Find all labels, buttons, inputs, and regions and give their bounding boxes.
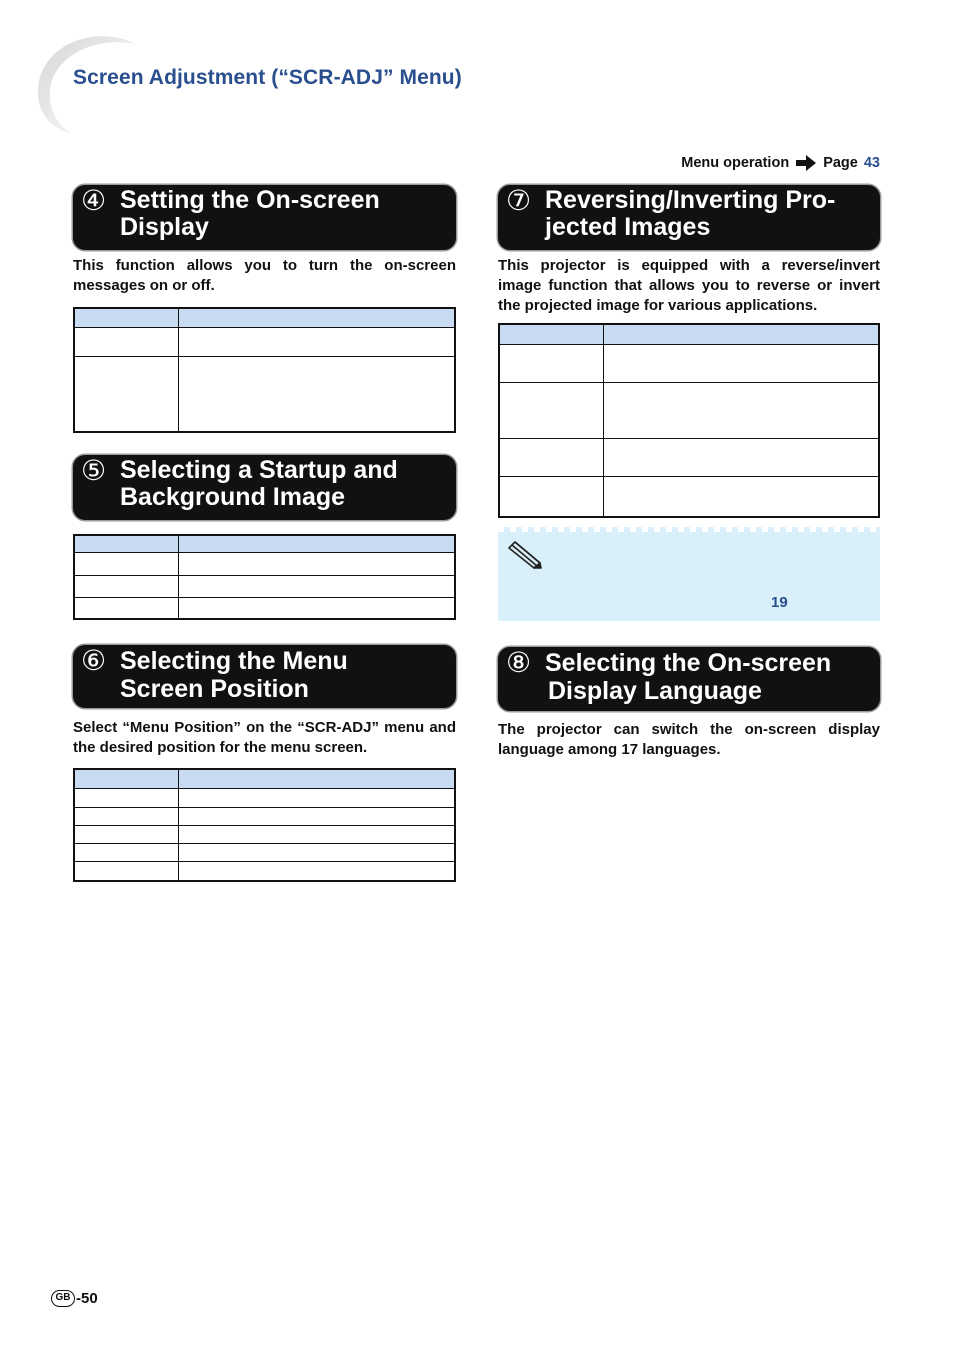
settings-table-menu-position: [73, 768, 456, 882]
section-banner-startup-image: [73, 455, 456, 520]
section-banner-reverse-invert: [498, 185, 880, 250]
section-title: Selecting the On-screen Display Language: [545, 649, 832, 705]
note-box: [498, 527, 880, 621]
section-description: Select “Menu Position” on the “SCR-ADJ” menu and the desired position for the menu screen.: [73, 719, 456, 756]
section-description: This projector is equipped with a reverse/invert image function that allows you to reverse or invert the projected image for various applications.: [498, 257, 880, 314]
section-description: This function allows you to turn the on-screen messages on or off.: [73, 257, 456, 294]
note-page-reference[interactable]: 19: [771, 594, 788, 611]
arrow-right-icon: [795, 155, 817, 171]
page-label: Page: [823, 155, 858, 171]
section-title: Selecting a Startup and Background Image: [120, 456, 398, 511]
page-number: -50: [76, 1290, 98, 1307]
section-title: Setting the On-screen Display: [120, 186, 380, 241]
settings-table-startup-image: [73, 534, 456, 620]
page-title: Screen Adjustment (“SCR-ADJ” Menu): [73, 66, 462, 89]
menu-operation-reference: [681, 155, 880, 171]
menu-operation-label: Menu operation: [681, 155, 790, 171]
settings-table-reverse-invert: [498, 323, 880, 518]
note-dotted-border: [498, 527, 880, 532]
section-banner-display-language: [498, 647, 880, 711]
pencil-note-icon: [506, 539, 542, 569]
settings-table-on-screen-display: [73, 307, 456, 433]
section-banner-menu-position: [73, 645, 456, 708]
gb-badge: GB: [51, 1290, 75, 1307]
section-title: Reversing/Inverting Pro- jected Images: [545, 186, 836, 241]
section-number: ⑤: [81, 455, 107, 486]
section-number: ④: [81, 185, 107, 216]
section-description: The projector can switch the on-screen display language among 17 languages.: [498, 721, 880, 758]
page-footer: [51, 1290, 98, 1307]
page-reference-link[interactable]: 43: [863, 155, 880, 171]
section-title: Selecting the Menu Screen Position: [120, 647, 348, 703]
section-banner-on-screen-display: [73, 185, 456, 250]
section-number: ⑧: [506, 647, 532, 678]
section-number: ⑥: [81, 645, 107, 676]
section-number: ⑦: [506, 185, 532, 216]
